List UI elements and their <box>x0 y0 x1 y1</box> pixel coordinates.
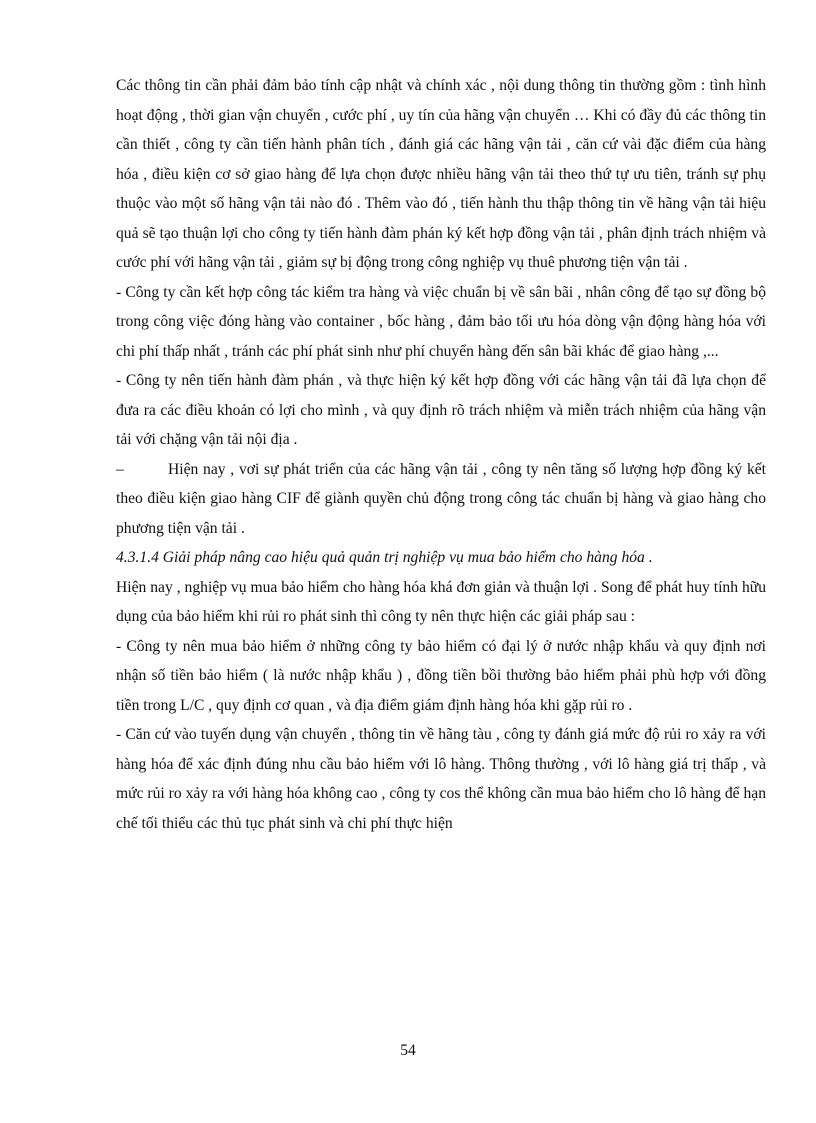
paragraph-risk-assessment: - Căn cứ vào tuyến dụng vận chuyển , thông tin về hãng tàu , công ty đánh giá mức độ rủi ro xảy ra với hàng hóa để xác định đúng nhu cầu bảo hiểm với lô hàng. Thông thường , với lô hàng giá trị thấp , và mức rủi ro xảy ra với hàng hóa không cao , công ty cos thể không cần mua bảo hiểm cho lô hàng để hạn chế tối thiểu các thủ tục phát sinh và chi phí thực hiện <box>116 726 766 832</box>
paragraph-carrier-info: Các thông tin cần phải đảm bảo tính cập nhật và chính xác , nội dung thông tin thường gồm : tình hình hoạt động , thời gian vận chuyển , cước phí , uy tín của hãng vận chuyển … Khi có đầy đủ các thông tin cần thiết , công ty cần tiến hành phân tích , đánh giá các hãng vận tải , căn cứ vài đặc điểm của hàng hóa , điều kiện cơ sở giao hàng để lựa chọn được nhiều hãng vận tải theo thứ tự ưu tiên, tránh sự phụ thuộc vào một số hãng vận tải nào đó . Thêm vào đó , tiến hành thu thập thông tin về hãng vận tải hiệu quả sẽ tạo thuận lợi cho công ty tiến hành đàm phán ký kết hợp đồng vận tải , phân định trách nhiệm và cước phí với hãng vận tải , giảm sự bị động trong công nghiệp vụ thuê phương tiện vận tải . <box>116 77 766 271</box>
paragraph-insurance-intro: Hiện nay , nghiệp vụ mua bảo hiểm cho hàng hóa khá đơn giản và thuận lợi . Song để phát huy tính hữu dụng của bảo hiểm khi rủi ro phát sinh thì công ty nên thực hiện các giải pháp sau : <box>116 578 766 625</box>
paragraph-cif-text: Hiện nay , vơi sự phát triển của các hãng vận tải , công ty nên tăng số lượng hợp đồng ký kết theo điều kiện giao hàng CIF để giành quyền chủ động trong công tác chuẩn bị hàng và giao hàng cho phương tiện vận tải . <box>116 460 766 537</box>
dash-bullet: – <box>116 460 124 478</box>
paragraph-coordinate-inspection: - Công ty cần kết hợp công tác kiểm tra hàng và việc chuẩn bị về sân bãi , nhân công để tạo sự đồng bộ trong công việc đóng hàng vào container , bốc hàng , đảm bảo tối ưu hóa dòng vận động hàng hóa với chi phí thấp nhất , tránh các phí phát sinh như phí chuyển hàng đến sân bãi khác để giao hàng ,... <box>116 283 766 360</box>
section-heading: 4.3.1.4 Giải pháp nâng cao hiệu quả quản trị nghiệp vụ mua bảo hiểm cho hàng hóa . <box>116 549 653 566</box>
paragraph-insurance-agent: - Công ty nên mua bảo hiểm ở những công ty bảo hiểm có đại lý ở nước nhập khẩu và quy định nơi nhận số tiền bảo hiểm ( là nước nhập khẩu ) , đồng tiền bồi thường bảo hiểm phải phù hợp với đồng tiền trong L/C , quy định cơ quan , và địa điểm giám định hàng hóa khi gặp rủi ro . <box>116 637 766 714</box>
paragraph-cif-contracts <box>116 455 766 544</box>
page-number: 54 <box>400 1042 416 1059</box>
paragraph-negotiate-contract: - Công ty nên tiến hành đàm phán , và thực hiện ký kết hợp đồng với các hãng vận tải đã lựa chọn để đưa ra các điều khoản có lợi cho mình , và quy định rõ trách nhiệm và miễn trách nhiệm của hãng vận tải với chặng vận tải nội địa . <box>116 372 766 448</box>
document-body <box>116 71 766 838</box>
